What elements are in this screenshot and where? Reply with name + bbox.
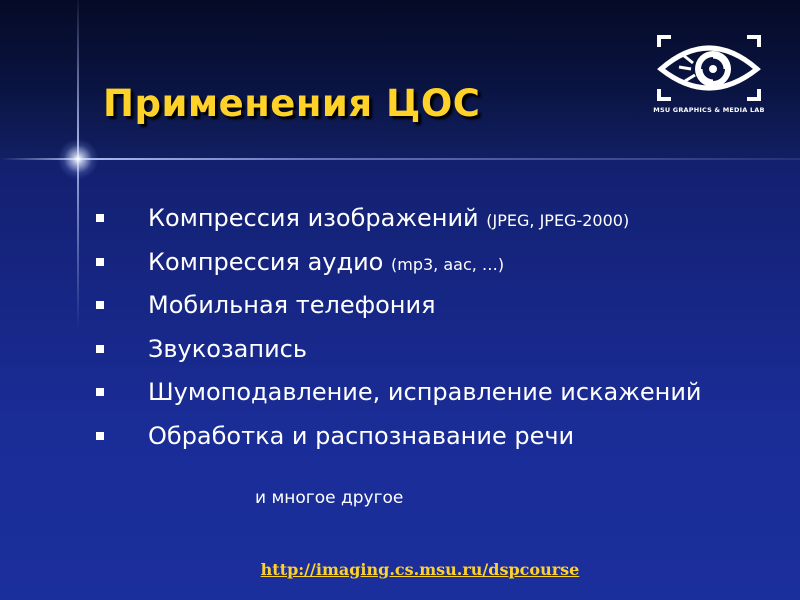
bullet-item-speech-processing (96, 416, 702, 460)
square-bullet-icon (96, 432, 104, 440)
bullet-item-sound-recording (96, 329, 702, 373)
square-bullet-icon (96, 258, 104, 266)
bullet-item-mobile-telephony (96, 285, 702, 329)
square-bullet-icon (96, 345, 104, 353)
bullet-item-noise-reduction (96, 372, 702, 416)
sparkle-flare (58, 139, 98, 179)
lab-logo (653, 33, 765, 123)
horizontal-rule (0, 158, 800, 160)
bullet-label: Шумоподавление, исправление искажений (148, 378, 702, 406)
bullet-note: (mp3, aac, …) (391, 254, 505, 274)
bullet-item-image-compression (96, 198, 702, 242)
square-bullet-icon (96, 388, 104, 396)
logo-caption: MSU GRAPHICS & MEDIA LAB (653, 106, 765, 114)
square-bullet-icon (96, 214, 104, 222)
bullet-label: Обработка и распознавание речи (148, 421, 575, 450)
bullet-label: Мобильная телефония (148, 291, 436, 319)
and-more-text: и многое другое (255, 488, 404, 508)
course-link[interactable]: http://imaging.cs.msu.ru/dspcourse (260, 560, 580, 579)
bullet-list (96, 198, 702, 459)
eye-logo-icon (653, 33, 765, 105)
bullet-item-audio-compression (96, 242, 702, 286)
bullet-label: Компрессия изображений (148, 204, 479, 232)
bullet-label: Компрессия аудио (148, 247, 384, 276)
square-bullet-icon (96, 301, 104, 309)
slide-title: Применения ЦОС (103, 82, 481, 125)
bullet-label: Звукозапись (148, 334, 308, 363)
bullet-note: (JPEG, JPEG-2000) (486, 211, 630, 230)
